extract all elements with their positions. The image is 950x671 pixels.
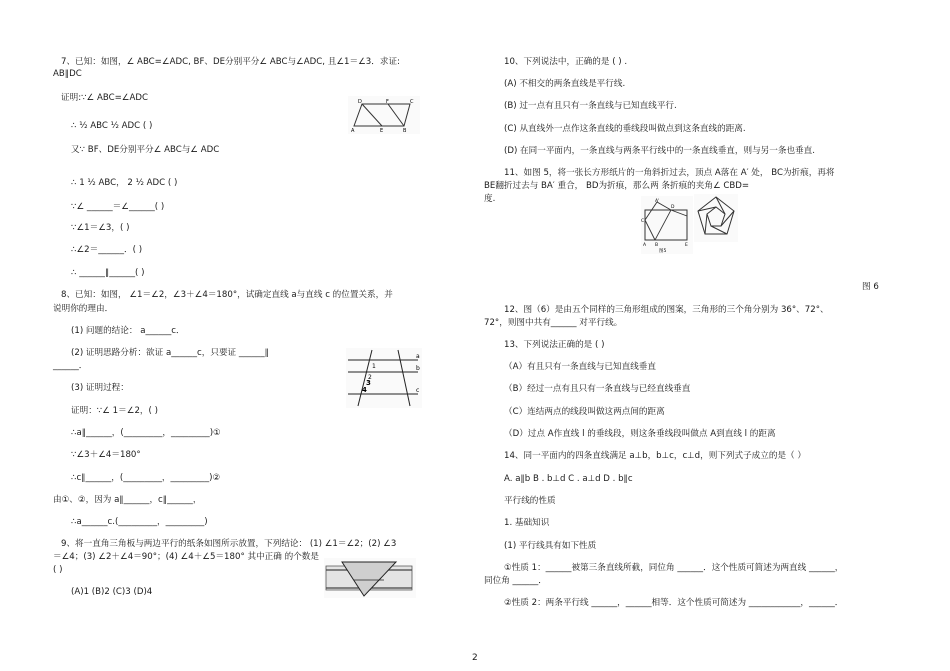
fig-q11-label-a: A: [643, 243, 647, 248]
text-line-q7-1: 7、已知：如图，∠ ABC=∠ADC, BF、DE分别平分∠ ABC与∠ADC, 且∠1＝∠3．求证:: [61, 57, 400, 67]
text-line-q8-3: (1) 问题的结论： a______c．: [71, 326, 185, 336]
fig-q11-label-b: B: [655, 243, 659, 248]
fig-q7-label-f: F: [386, 99, 389, 105]
fig-q7-label-b: B: [403, 128, 407, 134]
text-line-q9-1: 9、将一直角三角板与两边平行的纸条如图所示放置，下列结论： (1) ∠1＝∠2；(2) ∠3: [61, 539, 397, 549]
fig-q11-label-d: D: [671, 205, 675, 210]
text-line-q7-9: ∴∠2＝______．( ): [71, 245, 143, 255]
fig-q7-label-d: D: [358, 99, 362, 105]
fig-q8-label-a: a: [416, 353, 420, 360]
text-line-q14-2: A. a∥b B . b⊥d C . a⊥d D . b∥c: [504, 474, 633, 484]
text-line-q7-7: ∵∠ ______＝∠______( ): [71, 202, 165, 212]
figure-6: [694, 194, 738, 242]
text-line-fig6-label: 图 6: [862, 282, 879, 292]
fig-q8-label-2: 2: [368, 374, 372, 381]
text-line-q7-2: AB∥DC: [53, 69, 82, 79]
text-line-q7-3: 证明:∵∠ ABC=∠ADC: [61, 93, 149, 103]
text-line-q9-3: ( ): [53, 565, 63, 575]
text-line-q7-4: ∴ ½ ABC ½ ADC ( ): [71, 121, 153, 131]
fig-q8-label-1: 1: [372, 363, 376, 370]
text-line-q8-4: (2) 证明思路分析：欲证 a______c，只要证 ______∥: [71, 348, 269, 358]
text-line-q11-2: BE翻折过去与 BA′ 重合， BD为折痕，那么两 条折痕的夹角∠ CBD=: [484, 181, 750, 191]
text-line-s-1: 平行线的性质: [504, 496, 556, 506]
text-line-s-5: 同位角 ______．: [484, 576, 547, 586]
text-line-q7-8: ∵∠1＝∠3，( ): [71, 223, 130, 233]
text-line-q10-3: (B) 过一点有且只有一条直线与已知直线平行.: [504, 101, 677, 111]
text-line-q8-5: ______．: [53, 361, 88, 371]
text-line-q8-2: 说明你的理由．: [53, 304, 114, 314]
fig-q7-label-a: A: [351, 128, 355, 134]
text-line-q8-1: 8、已知：如图， ∠1＝∠2，∠3＋∠4＝180°，试确定直线 a与直线 c 的位置关系，并: [61, 290, 393, 300]
text-line-q12-2: 72°，则图中共有______ 对平行线。: [484, 318, 623, 328]
text-line-s-6: ②性质 2：两条平行线 ______，______相等．这个性质可简述为 ____________，______．: [504, 598, 844, 608]
text-line-q8-6: (3) 证明过程：: [71, 383, 129, 393]
fig-q11-label-c: C: [641, 219, 645, 224]
text-line-q7-10: ∴ ______∥______( ): [71, 268, 145, 278]
text-line-s-4: ①性质 1：______被第三条直线所截，同位角 ______．这个性质可简述为两直线 ______，: [504, 563, 844, 573]
text-line-q9-2: ＝∠4；(3) ∠2＋∠4＝90°；(4) ∠4＋∠5＝180° 其中正确 的个数是: [53, 552, 319, 562]
text-line-q10-4: (C) 从直线外一点作这条直线的垂线段叫做点到这条直线的距离.: [504, 124, 746, 134]
text-line-s-3: (1) 平行线具有如下性质: [504, 541, 597, 551]
text-line-q13-3: （B）经过一点有且只有一条直线与已经直线垂直: [504, 384, 691, 394]
text-line-q13-4: （C）连结两点的线段叫做这两点间的距离: [504, 407, 665, 417]
figure-q9: [324, 558, 416, 598]
text-line-q11-1: 11、如图 5，将一张长方形纸片的一角斜折过去，顶点 A落在 A′ 处， BC为折痕，再将: [504, 168, 835, 178]
fig-q8-label-3: 3: [366, 379, 371, 387]
text-line-q9-4: (A)1 (B)2 (C)3 (D)4: [71, 587, 153, 597]
text-line-q7-5: 又∵ BF、DE分别平分∠ ABC与∠ ADC: [71, 145, 220, 155]
text-line-q10-1: 10、下列说法中，正确的是 ( ) .: [504, 57, 628, 67]
text-line-q10-2: (A) 不相交的两条直线是平行线.: [504, 79, 626, 89]
text-line-q13-5: （D）过点 A作直线 l 的垂线段，则这条垂线段叫做点 A到直线 l 的距离: [504, 429, 776, 439]
text-line-q7-6: ∴ 1 ½ ABC， 2 ½ ADC ( ): [71, 178, 178, 188]
fig-q7-label-e: E: [380, 128, 384, 134]
text-line-q8-12: ∴a______c.(_________，_________): [71, 517, 208, 527]
text-line-q8-9: ∵∠3＋∠4＝180°: [71, 450, 141, 460]
text-line-q8-10: ∴c∥______，(_________，_________)②: [71, 473, 221, 483]
text-line-s-2: 1. 基础知识: [504, 518, 550, 528]
fig-q8-label-b: b: [416, 365, 420, 372]
text-line-q13-1: 13、下列说法正确的是 ( ): [504, 340, 605, 350]
figure-q8: [346, 348, 422, 408]
fig-q11-label-a-prime: A': [655, 199, 660, 204]
text-line-q8-11: 由①、②，因为 a∥______，c∥______，: [53, 495, 202, 505]
fig-q8-label-4: 4: [362, 386, 367, 394]
text-line-q10-5: (D) 在同一平面内，一条直线与两条平行线中的一条直线垂直，则与另一条也垂直.: [504, 146, 815, 156]
figure-q7: [348, 96, 420, 134]
fig-q7-label-c: C: [410, 99, 414, 105]
fig-q8-label-c: c: [416, 387, 420, 394]
page-number: 2: [472, 653, 478, 663]
fig-q11-label-e: E: [685, 243, 688, 248]
text-line-q8-7: 证明：∵∠ 1＝∠2，( ): [71, 406, 158, 416]
text-line-q14-1: 14、同一平面内的四条直线满足 a⊥b，b⊥c，c⊥d，则下列式子成立的是（ ）: [504, 451, 806, 461]
text-line-q8-8: ∴a∥______，(_________，_________)①: [71, 428, 221, 438]
fig-q11-caption: 图5: [659, 249, 667, 254]
text-line-q13-2: （A）有且只有一条直线与已知直线垂直: [504, 362, 656, 372]
figure-q11: [641, 196, 693, 254]
text-line-q11-3: 度.: [484, 194, 496, 204]
text-line-q12-1: 12、图（6）是由五个同样的三角形组成的图案，三角形的三个角分别为 36°、72°、: [504, 305, 829, 315]
